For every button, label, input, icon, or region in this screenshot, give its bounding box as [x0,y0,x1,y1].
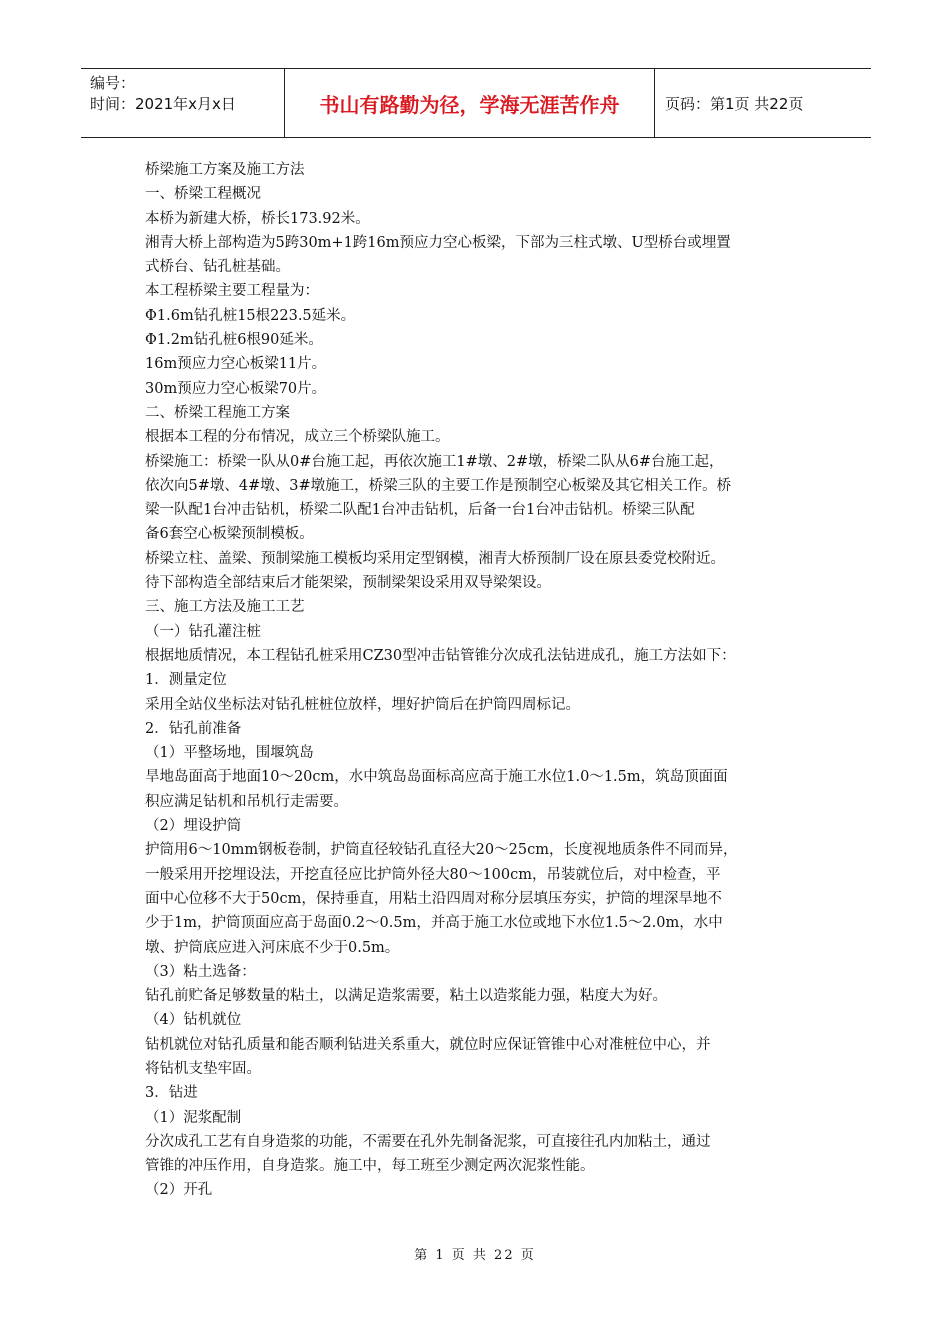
text-line: 根据本工程的分布情况，成立三个桥梁队施工。 [145,429,450,446]
serial-label: 编号： [90,74,136,92]
text-line: 依次向5#墩、4#墩、3#墩施工，桥梁三队的主要工作是预制空心板梁及其它相关工作。桥 [145,477,732,494]
text-line: 分次成孔工艺有自身造浆的功能，不需要在孔外先制备泥浆，可直接往孔内加粘土，通过 [145,1133,711,1150]
text-line: 备6套空心板梁预制模板。 [145,526,314,543]
text-line: Φ1.2m钻孔桩6根90延米。 [145,332,323,349]
text-line: （1）平整场地，围堰筑岛 [145,745,314,762]
text-line: 本桥为新建大桥，桥长173.92米。 [145,210,370,227]
text-line: 护筒用6～10mm钢板卷制，护筒直径较钻孔直径大20～25cm，长度视地质条件不同而异， [145,842,738,859]
text-line: 钻机就位对钻孔质量和能否顺利钻进关系重大，就位时应保证管锥中心对准桩位中心，并 [145,1036,711,1053]
text-line: 3．钻进 [145,1085,198,1102]
text-line: 1．测量定位 [145,672,227,689]
text-line: （2）开孔 [145,1182,213,1199]
text-line: 面中心位移不大于50cm，保持垂直，用粘土沿四周对称分层填压夯实，护筒的埋深旱地不 [145,890,722,907]
text-line: 三、施工方法及施工工艺 [145,599,305,616]
header-page-info: 页码：第1页 共22页 [665,94,804,113]
text-line: 积应满足钻机和吊机行走需要。 [145,793,348,810]
text-line: 少于1m，护筒顶面应高于岛面0.2～0.5m，并高于施工水位或地下水位1.5～2.0m，水中 [145,915,723,932]
text-line: 管锥的冲压作用，自身造浆。施工中，每工班至少测定两次泥浆性能。 [145,1158,595,1175]
text-line: 式桥台、钻孔桩基础。 [145,259,290,276]
text-line: 2．钻孔前准备 [145,720,242,737]
text-line: 湘青大桥上部构造为5跨30m+1跨16m预应力空心板梁，下部为三柱式墩、U型桥台或埋置 [145,234,731,251]
text-line: （一）钻孔灌注桩 [145,623,261,640]
text-line: 一、桥梁工程概况 [145,186,261,203]
text-line: 桥梁施工方案及施工方法 [145,162,305,178]
page-header [81,68,871,138]
text-line: 待下部构造全部结束后才能架梁，预制梁架设采用双导梁架设。 [145,575,551,592]
text-line: 本工程桥梁主要工程量为： [145,283,319,300]
text-line: 墩、护筒底应进入河床底不少于0.5m。 [145,939,400,956]
text-line: Φ1.6m钻孔桩15根223.5延米。 [145,307,356,324]
text-line: 旱地岛面高于地面10～20cm，水中筑岛岛面标高应高于施工水位1.0～1.5m，筑岛顶面面 [145,769,728,786]
text-line: （4）钻机就位 [145,1012,242,1029]
text-line: （1）泥浆配制 [145,1109,242,1126]
text-line: 一般采用开挖埋设法，开挖直径应比护筒外径大80～100cm，吊装就位后，对中检查，平 [145,866,721,883]
text-line: 桥梁施工：桥梁一队从0#台施工起，再依次施工1#墩、2#墩，桥梁二队从6#台施工起， [145,453,724,470]
text-line: 钻孔前贮备足够数量的粘土，以满足造浆需要，粘土以造浆能力强，粘度大为好。 [145,988,667,1005]
page-footer: 第 1 页 共 22 页 [414,1248,536,1263]
document-body [145,158,825,1203]
text-line: 30m预应力空心板梁70片。 [145,380,327,397]
header-meta [81,69,284,137]
text-line: （3）粘土选备： [145,963,256,980]
text-line: 桥梁立柱、盖梁、预制梁施工模板均采用定型钢模，湘青大桥预制厂设在原县委党校附近。 [145,550,725,567]
text-line: 16m预应力空心板梁11片。 [145,356,327,373]
text-line: 将钻机支垫牢固。 [145,1060,261,1077]
text-line: 梁一队配1台冲击钻机，桥梁二队配1台冲击钻机，后备一台1台冲击钻机。桥梁三队配 [145,502,695,519]
text-line: 根据地质情况，本工程钻孔桩采用CZ30型冲击钻管锥分次成孔法钻进成孔，施工方法如下： [145,647,736,664]
header-motto: 书山有路勤为径，学海无涯苦作舟 [284,69,655,137]
date-label: 时间：2021年x月x日 [90,95,236,113]
text-line: 二、桥梁工程施工方案 [145,404,290,421]
text-line: 采用全站仪坐标法对钻孔桩桩位放样，埋好护筒后在护筒四周标记。 [145,696,580,713]
text-line: （2）埋设护筒 [145,818,242,835]
